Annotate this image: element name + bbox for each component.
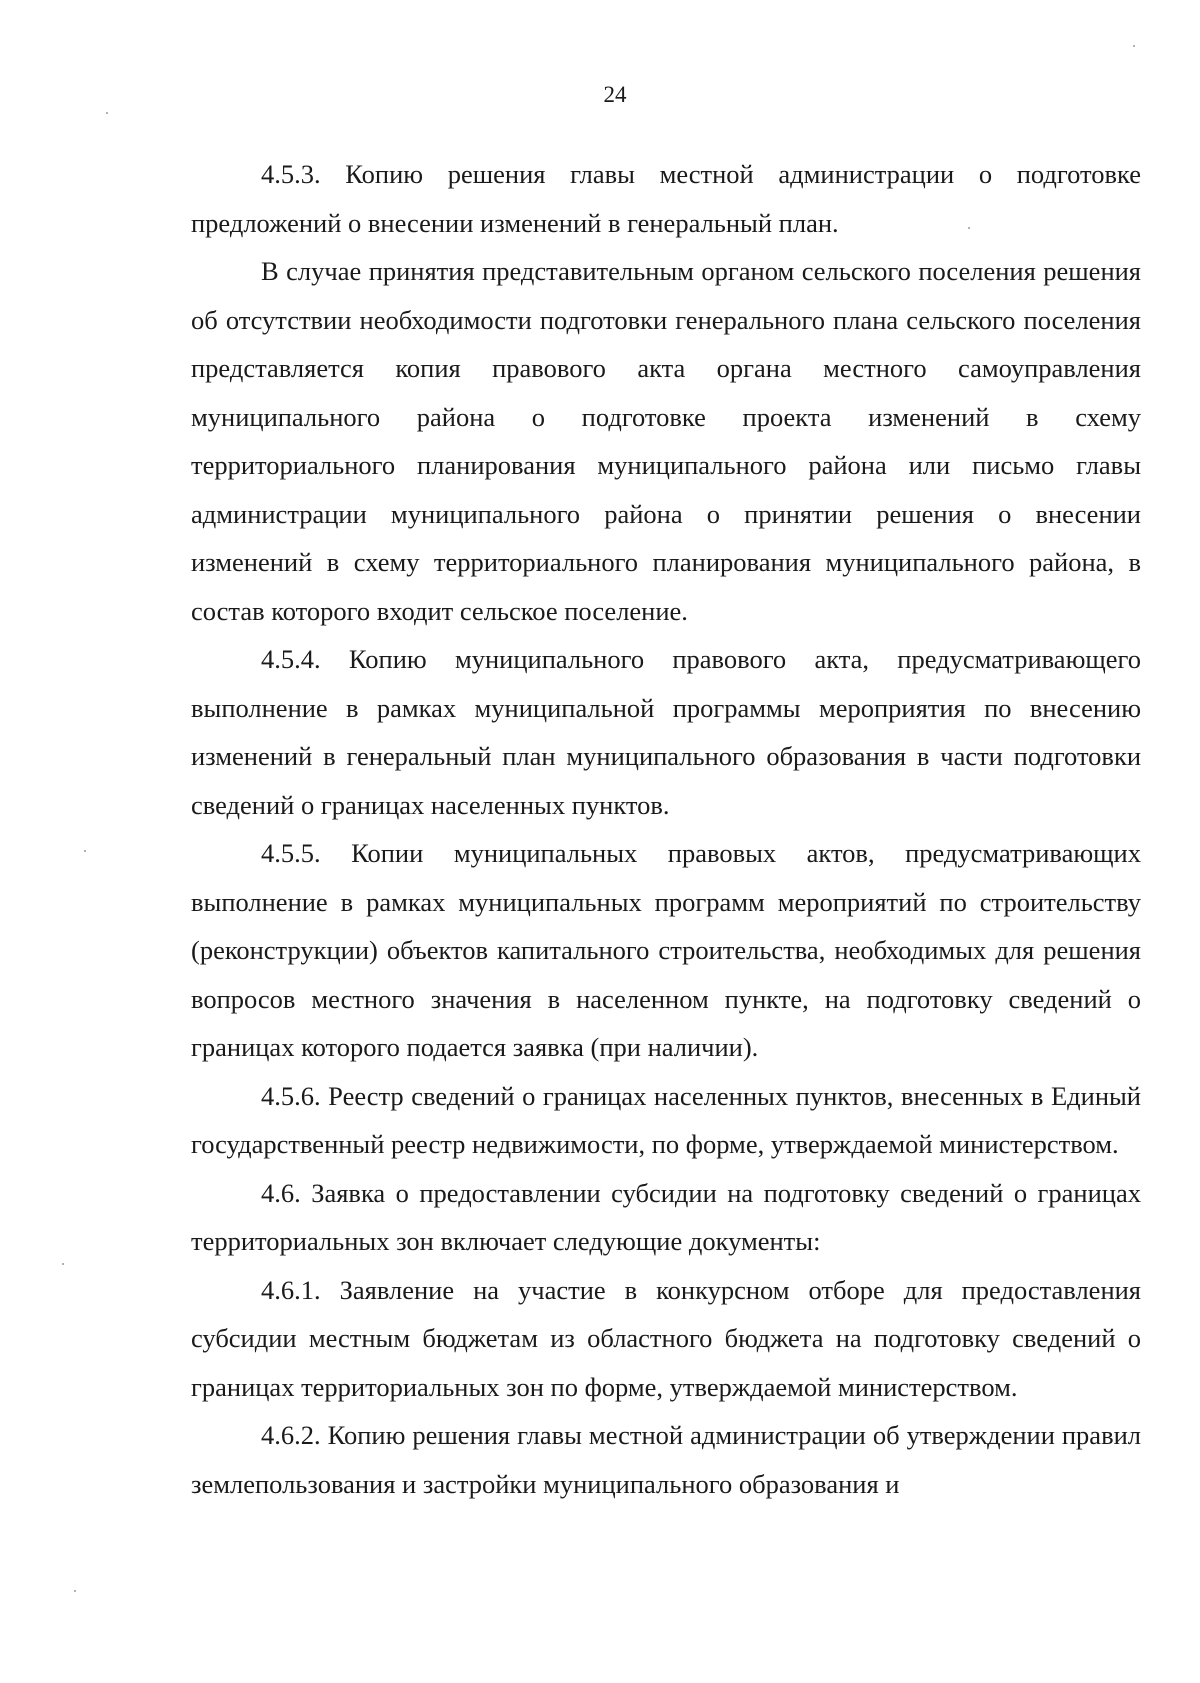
page-number: 24 xyxy=(603,82,627,107)
scan-speck xyxy=(74,1590,76,1592)
paragraph-4-5-6: 4.5.6. Реестр сведений о границах населенных пунктов, внесенных в Единый государственный реестр недвижимости, по форме, утверждаемой министерством. xyxy=(191,1080,1141,1159)
scan-speck xyxy=(1133,45,1135,47)
scan-speck xyxy=(84,850,86,852)
paragraph-4-5-5: 4.5.5. Копии муниципальных правовых актов, предусматривающих выполнение в рамках муниципальных программ мероприятий по строительству (реконструкции) объектов капитального строительства, необходимых для решения вопросов местного значения в населенном пункте, на подготовку сведений о границах которого подается заявка (при наличии). xyxy=(191,838,1141,1062)
paragraph-4-5-4: 4.5.4. Копию муниципального правового акта, предусматривающего выполнение в рамках муниципальной программы мероприятия по внесению изменений в генеральный план муниципального образования в части подготовки сведений о границах населенных пунктов. xyxy=(191,644,1141,820)
paragraph-4-6: 4.6. Заявка о предоставлении субсидии на подготовку сведений о границах территориальных зон включает следующие документы: xyxy=(191,1177,1141,1256)
scan-speck xyxy=(106,112,108,114)
scan-speck xyxy=(968,227,970,229)
paragraph-rural-settlement-case: В случае принятия представительным органом сельского поселения решения об отсутствии необходимости подготовки генерального плана сельского поселения представляется копия правового акта органа местного самоуправления муниципального района о подготовке проекта изменений в схему территориального планирования муниципального района или письмо главы администрации муниципального района о принятии решения о внесении изменений в схему территориального планирования муниципального района, в состав которого входит сельское поселение. xyxy=(191,256,1141,626)
paragraph-4-5-3: 4.5.3. Копию решения главы местной администрации о подготовке предложений о внесении изменений в генеральный план. xyxy=(191,159,1141,238)
scan-speck xyxy=(62,1263,64,1265)
paragraph-4-6-1: 4.6.1. Заявление на участие в конкурсном отборе для предоставления субсидии местным бюджетам из областного бюджета на подготовку сведений о границах территориальных зон по форме, утверждаемой министерством. xyxy=(191,1274,1141,1402)
document-body xyxy=(191,150,1141,1508)
paragraph-4-6-2: 4.6.2. Копию решения главы местной администрации об утверждении правил землепользования и застройки муниципального образования и xyxy=(191,1420,1141,1499)
